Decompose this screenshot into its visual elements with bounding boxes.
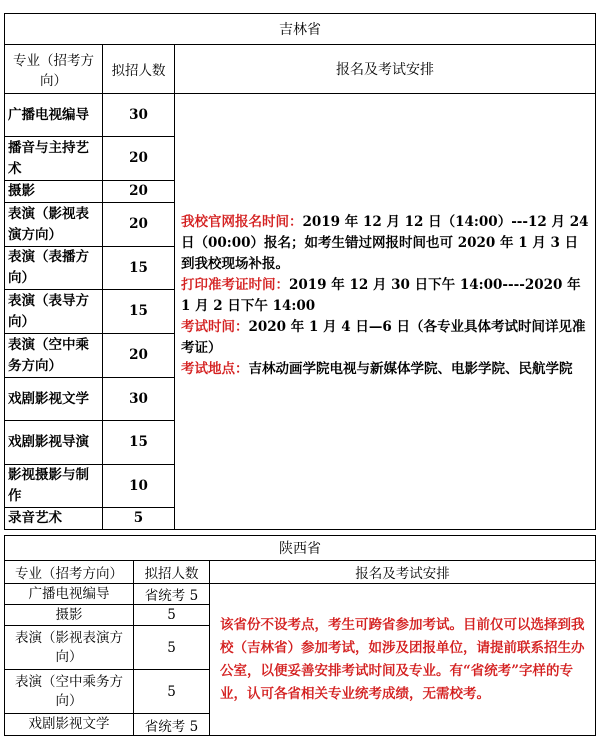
count-cell: 5	[103, 508, 175, 530]
major-cell: 播音与主持艺术	[5, 137, 103, 181]
province-title: 吉林省	[5, 14, 596, 45]
header-row	[5, 45, 596, 94]
header-major: 专业（招考方向）	[5, 561, 134, 584]
count-cell: 15	[103, 247, 175, 290]
count-cell: 5	[134, 605, 210, 626]
major-cell: 摄影	[5, 181, 103, 203]
header-arrangement: 报名及考试安排	[210, 561, 596, 584]
major-cell: 戏剧影视文学	[5, 378, 103, 421]
major-cell: 广播电视编导	[5, 584, 134, 605]
header-major: 专业（招考方向）	[5, 45, 103, 94]
major-cell: 摄影	[5, 605, 134, 626]
major-cell: 录音艺术	[5, 508, 103, 530]
major-cell: 戏剧影视文学	[5, 714, 134, 736]
exam-time-label: 考试时间：	[181, 319, 249, 335]
major-cell: 表演（空中乘务方向）	[5, 670, 134, 714]
arrangement-cell	[175, 94, 596, 530]
count-cell: 15	[103, 421, 175, 465]
reg-time-text: 2019 年 12 月 12 日（14:00）---12 月 24 日（00:00）报名；如考生错过网报时间也可 2020 年 1 月 3 日到我校现场补报。	[181, 214, 589, 272]
count-cell: 30	[103, 94, 175, 137]
print-time-text: 2019 年 12 月 30 日下午 14:00----2020 年 1 月 2 日下午 14:00	[181, 277, 581, 314]
exam-place-label: 考试地点：	[181, 361, 249, 377]
header-arrangement: 报名及考试安排	[175, 45, 596, 94]
jilin-table	[4, 13, 596, 530]
major-cell: 广播电视编导	[5, 94, 103, 137]
count-cell: 30	[103, 378, 175, 421]
major-cell: 表演（表导方向）	[5, 290, 103, 334]
major-cell: 影视摄影与制作	[5, 465, 103, 508]
exam-time-text: 2020 年 1 月 4 日—6 日（各专业具体考试时间详见准考证）	[181, 319, 586, 356]
major-cell: 表演（影视表演方向）	[5, 203, 103, 247]
count-cell: 10	[103, 465, 175, 508]
header-count: 拟招人数	[134, 561, 210, 584]
exam-note: 该省份不设考点，考生可跨省参加考试。目前仅可以选择到我校（吉林省）参加考试，如涉及团报单位，请提前联系招生办公室，以便妥善安排考试时间及专业。有“省统考”字样的专业，认可各省相关专业统考成绩，无需校考。	[210, 584, 596, 736]
count-cell: 省统考 5	[134, 714, 210, 736]
count-cell: 5	[134, 670, 210, 714]
header-count: 拟招人数	[103, 45, 175, 94]
table-row	[5, 94, 596, 137]
table-row	[5, 584, 596, 605]
count-cell: 20	[103, 137, 175, 181]
major-cell: 表演（影视表演方向）	[5, 626, 134, 670]
print-time-label: 打印准考证时间：	[181, 277, 289, 293]
province-title: 陕西省	[5, 536, 596, 561]
count-cell: 20	[103, 334, 175, 378]
count-cell: 20	[103, 181, 175, 203]
count-cell: 5	[134, 626, 210, 670]
header-row	[5, 561, 596, 584]
major-cell: 表演（空中乘务方向）	[5, 334, 103, 378]
exam-place-text: 吉林动画学院电视与新媒体学院、电影学院、民航学院	[248, 361, 573, 377]
count-cell: 15	[103, 290, 175, 334]
count-cell: 20	[103, 203, 175, 247]
shaanxi-table	[4, 535, 596, 736]
count-cell: 省统考 5	[134, 584, 210, 605]
major-cell: 表演（表播方向）	[5, 247, 103, 290]
reg-time-label: 我校官网报名时间：	[181, 214, 303, 230]
major-cell: 戏剧影视导演	[5, 421, 103, 465]
